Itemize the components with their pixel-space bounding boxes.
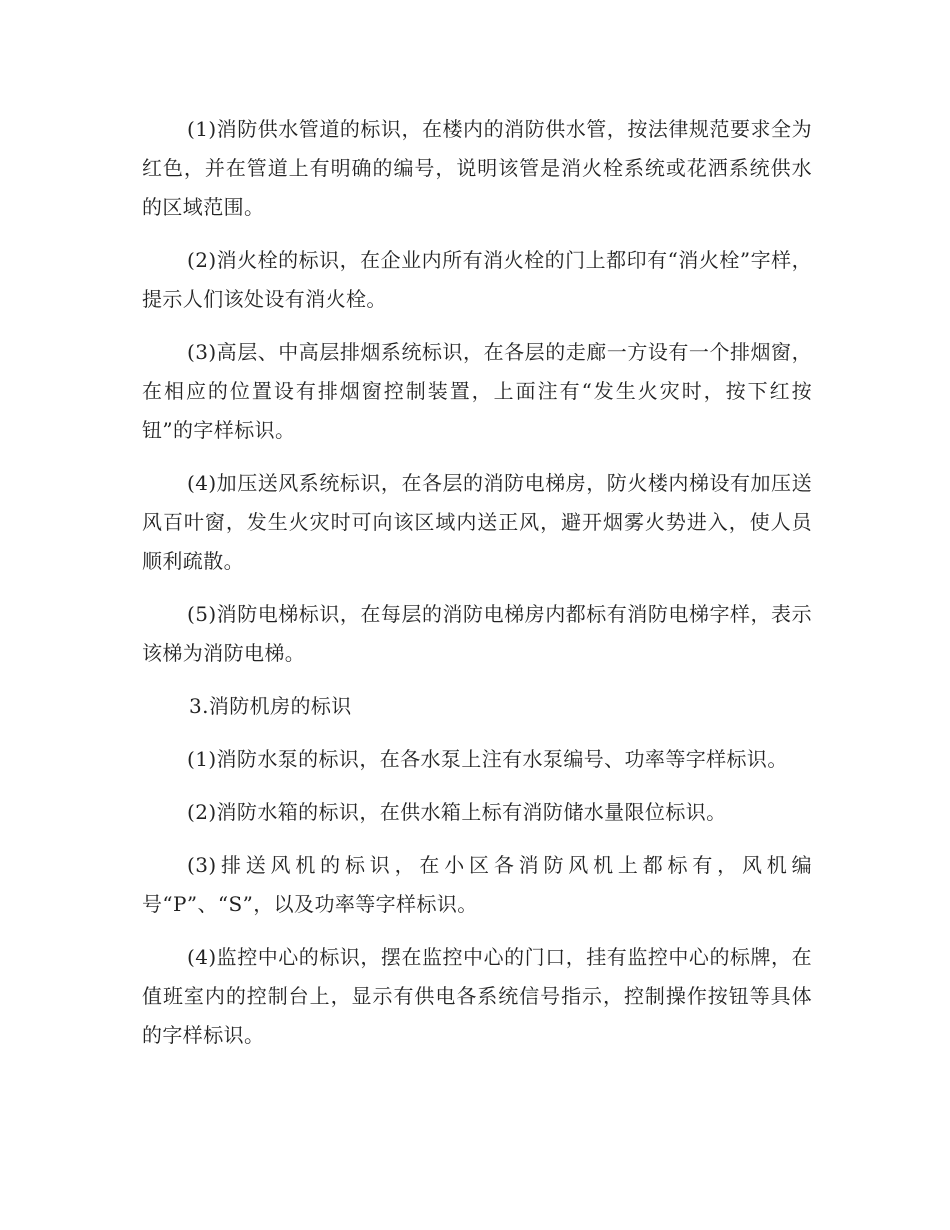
paragraph-fire-water-tank: (2)消防水箱的标识，在供水箱上标有消防储水量限位标识。 [187,800,727,824]
document-body [142,110,812,1069]
paragraph-smoke-exhaust: (3)高层、中高层排烟系统标识，在各层的走廊一方设有一个排烟窗，在相应的位置设有排烟窗控制装置，上面注有“发生火灾时，按下红按钮”的字样标识。 [142,340,812,442]
paragraph-fire-hydrant: (2)消火栓的标识，在企业内所有消火栓的门上都印有“消火栓”字样，提示人们该处设有消火栓。 [142,248,812,311]
section-heading-fire-machine-room: 3.消防机房的标识 [189,694,352,718]
paragraph-fire-elevator: (5)消防电梯标识，在每层的消防电梯房内都标有消防电梯字样，表示该梯为消防电梯。 [142,602,812,665]
paragraph-pressurized-air: (4)加压送风系统标识，在各层的消防电梯房，防火楼内梯设有加压送风百叶窗，发生火灾时可向该区域内送正风，避开烟雾火势进入，使人员顺利疏散。 [142,471,812,573]
paragraph-monitoring-center: (4)监控中心的标识，摆在监控中心的门口，挂有监控中心的标牌，在值班室内的控制台上，显示有供电各系统信号指示，控制操作按钮等具体的字样标识。 [142,945,812,1047]
paragraph-fire-pump: (1)消防水泵的标识，在各水泵上注有水泵编号、功率等字样标识。 [187,747,788,771]
paragraph-fire-water-pipe: (1)消防供水管道的标识，在楼内的消防供水管，按法律规范要求全为红色，并在管道上有明确的编号，说明该管是消火栓系统或花洒系统供水的区域范围。 [142,117,812,219]
paragraph-exhaust-fan: (3)排送风机的标识，在小区各消防风机上都标有，风机编号“P”、“S”，以及功率等字样标识。 [142,853,812,916]
